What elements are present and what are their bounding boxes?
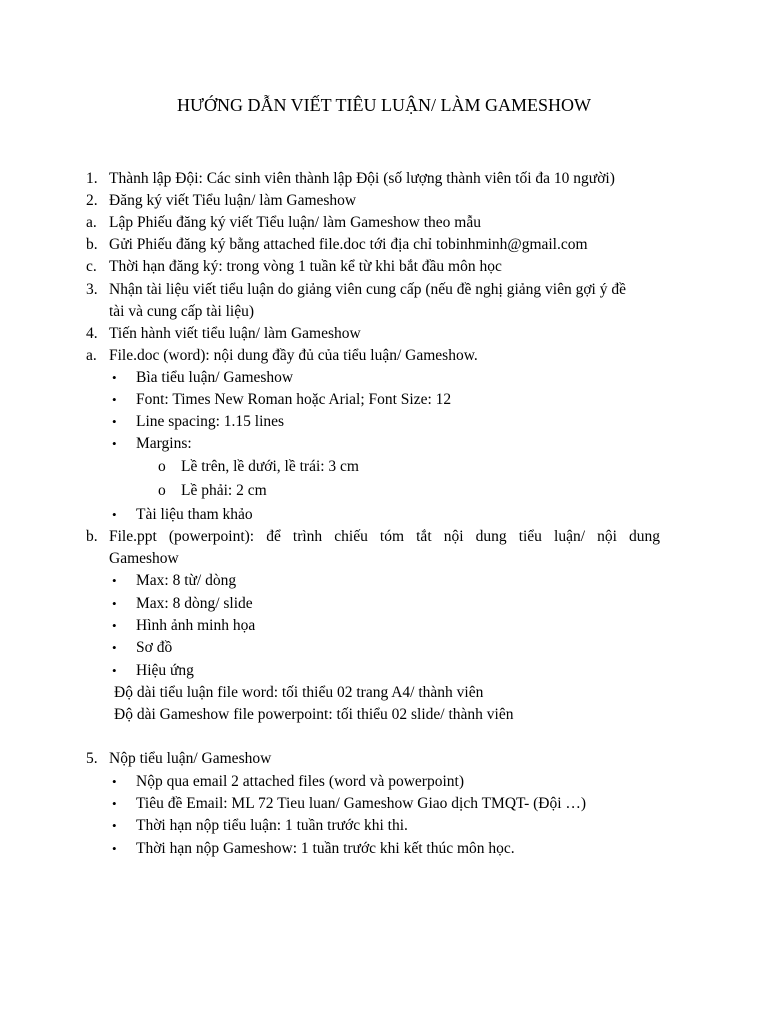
bullet-text: Sơ đồ [136, 639, 173, 656]
bullet-icon: • [112, 573, 117, 588]
sub-bullet-text: Lề trên, lề dưới, lề trái: 3 cm [181, 458, 359, 475]
list-marker: 2. [86, 192, 98, 209]
bullet-icon: • [112, 841, 117, 856]
bullet-text: Margins: [136, 435, 192, 452]
bullet-text: Bìa tiểu luận/ Gameshow [136, 369, 294, 386]
bullet-icon: • [112, 774, 117, 789]
bullet-text: Tài liệu tham khảo [136, 506, 253, 523]
list-marker: a. [86, 214, 97, 231]
list-item-text: File.ppt (powerpoint): để trình chiếu tóm tắt nội dung tiểu luận/ nội dung [109, 528, 660, 545]
bullet-icon: • [112, 596, 117, 611]
bullet-text: Thời hạn nộp Gameshow: 1 tuần trước khi kết thúc môn học. [136, 840, 515, 857]
bullet-icon: • [112, 414, 117, 429]
list-item-text: Gửi Phiếu đăng ký bằng attached file.doc tới địa chỉ tobinhminh@gmail.com [109, 236, 588, 253]
list-item-text: Lập Phiếu đăng ký viết Tiểu luận/ làm Gameshow theo mẫu [109, 214, 481, 231]
list-item-text: Thời hạn đăng ký: trong vòng 1 tuần kể từ khi bắt đầu môn học [109, 258, 502, 275]
list-marker: b. [86, 528, 98, 545]
list-item-text: Nộp tiểu luận/ Gameshow [109, 750, 272, 767]
bullet-text: Hiệu ứng [136, 662, 194, 679]
list-marker: 1. [86, 170, 98, 187]
bullet-text: Thời hạn nộp tiểu luận: 1 tuần trước khi thi. [136, 817, 408, 834]
list-marker: 5. [86, 750, 98, 767]
bullet-icon: • [112, 640, 117, 655]
list-item-continuation: tài và cung cấp tài liệu) [109, 303, 255, 320]
bullet-icon: • [112, 618, 117, 633]
bullet-icon: • [112, 796, 117, 811]
document-title: HƯỚNG DẪN VIẾT TIÊU LUẬN/ LÀM GAMESHOW [177, 95, 591, 115]
list-marker: b. [86, 236, 98, 253]
bullet-text: Hình ảnh minh họa [136, 617, 256, 634]
bullet-icon: • [112, 818, 117, 833]
bullet-text: Nộp qua email 2 attached files (word và powerpoint) [136, 773, 464, 790]
list-marker: a. [86, 347, 97, 364]
bullet-text: Font: Times New Roman hoặc Arial; Font Size: 12 [136, 391, 452, 408]
bullet-text: Max: 8 từ/ dòng [136, 572, 237, 589]
list-item-text: Nhận tài liệu viết tiểu luận do giảng viên cung cấp (nếu đề nghị giảng viên gợi ý đề [109, 281, 626, 298]
list-marker: 3. [86, 281, 98, 298]
bullet-text: Max: 8 dòng/ slide [136, 595, 253, 612]
list-item-text: Đăng ký viết Tiểu luận/ làm Gameshow [109, 192, 357, 209]
note-text: Độ dài tiểu luận file word: tối thiểu 02 trang A4/ thành viên [114, 684, 484, 701]
bullet-text: Line spacing: 1.15 lines [136, 413, 285, 430]
sub-bullet-icon: o [158, 482, 166, 499]
note-text: Độ dài Gameshow file powerpoint: tối thiểu 02 slide/ thành viên [114, 706, 514, 723]
bullet-icon: • [112, 392, 117, 407]
list-marker: 4. [86, 325, 98, 342]
bullet-icon: • [112, 663, 117, 678]
list-item-text: Tiến hành viết tiểu luận/ làm Gameshow [109, 325, 361, 342]
bullet-icon: • [112, 370, 117, 385]
bullet-icon: • [112, 436, 117, 451]
list-item-text: File.doc (word): nội dung đầy đủ của tiểu luận/ Gameshow. [109, 347, 478, 364]
bullet-text: Tiêu đề Email: ML 72 Tieu luan/ Gameshow Giao dịch TMQT- (Đội …) [136, 795, 587, 812]
sub-bullet-icon: o [158, 458, 166, 475]
list-item-continuation: Gameshow [109, 550, 179, 567]
list-item-text: Thành lập Đội: Các sinh viên thành lập Đội (số lượng thành viên tối đa 10 người) [109, 170, 615, 187]
list-marker: c. [86, 258, 97, 275]
bullet-icon: • [112, 507, 117, 522]
sub-bullet-text: Lề phải: 2 cm [181, 482, 267, 499]
